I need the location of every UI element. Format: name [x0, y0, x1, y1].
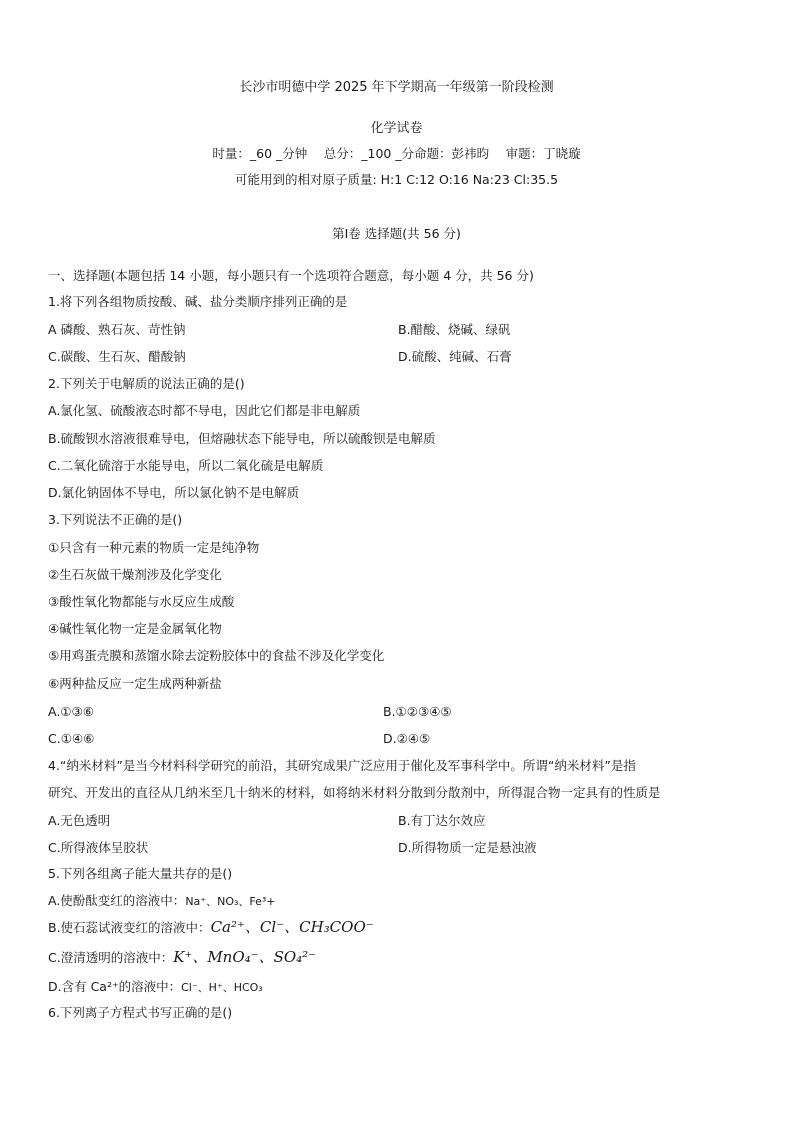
q5-option-a-ions: Na⁺、NO₃、Fe³+: [185, 895, 276, 908]
q1-option-a: A 磷酸、熟石灰、苛性钠: [48, 322, 186, 337]
q4-option-b: B.有丁达尔效应: [398, 813, 486, 828]
q5-option-c: [48, 948, 316, 966]
exam-info: 时量：_60 _分钟 总分：_100 _分命题：彭祎昀 审题：丁晓璇: [212, 146, 581, 161]
q3-statement-1: ①只含有一种元素的物质一定是纯净物: [48, 540, 260, 555]
q2-stem: 2.下列关于电解质的说法正确的是(): [48, 376, 245, 391]
q3-statement-4: ④碱性氧化物一定是金属氧化物: [48, 621, 222, 636]
q5-option-a: [48, 893, 276, 908]
q5-option-b-prefix: B.使石蕊试液变红的溶液中：: [48, 920, 211, 935]
q3-option-a: A.①③⑥: [48, 704, 94, 719]
section-heading: 第Ⅰ卷 选择题(共 56 分): [332, 226, 461, 241]
q6-stem: 6.下列离子方程式书写正确的是(): [48, 1005, 233, 1020]
q3-stem: 3.下列说法不正确的是(): [48, 512, 183, 527]
q4-option-a: A.无色透明: [48, 813, 111, 828]
q5-option-d-prefix: D.含有 Ca²⁺的溶液中：: [48, 979, 182, 994]
q3-option-c: C.①④⑥: [48, 731, 95, 746]
atomic-masses: 可能用到的相对原子质量: H:1 C:12 O:16 Na:23 Cl:35.5: [234, 172, 559, 187]
q4-option-c: C.所得液体呈胶状: [48, 840, 149, 855]
q5-option-c-prefix: C.澄清透明的溶液中：: [48, 950, 174, 965]
q1-stem: 1.将下列各组物质按酸、碱、盐分类顺序排列正确的是: [48, 294, 348, 309]
q3-option-d: D.②④⑤: [383, 731, 431, 746]
q3-statement-6: ⑥两种盐反应一定生成两种新盐: [48, 676, 222, 691]
q2-option-b: B.硫酸钡水溶液很难导电，但熔融状态下能导电，所以硫酸钡是电解质: [48, 431, 436, 446]
q3-statement-2: ②生石灰做干燥剂涉及化学变化: [48, 567, 222, 582]
section-instructions: 一、选择题(本题包括 14 小题，每小题只有一个选项符合题意，每小题 4 分，共 56 分): [48, 268, 534, 283]
q1-option-b: B.醋酸、烧碱、绿矾: [398, 322, 511, 337]
q4-stem-line-1: 4.“纳米材料”是当今材料科学研究的前沿，其研究成果广泛应用于催化及军事科学中。所谓“纳米材料”是指: [48, 758, 636, 773]
q2-option-d: D.氯化钠固体不导电，所以氯化钠不是电解质: [48, 485, 300, 500]
q5-option-a-prefix: A.使酚酞变红的溶液中：: [48, 893, 186, 908]
q3-statement-3: ③酸性氧化物都能与水反应生成酸: [48, 594, 235, 609]
q4-stem-line-2: 研究、开发出的直径从几纳米至几十纳米的材料，如将纳米材料分散到分散剂中，所得混合物一定具有的性质是: [48, 785, 661, 800]
q5-option-b-ions: Ca²⁺、Cl⁻、CH₃COO⁻: [210, 918, 374, 936]
q3-statement-5: ⑤用鸡蛋壳膜和蒸馏水除去淀粉胶体中的食盐不涉及化学变化: [48, 648, 385, 663]
q2-option-a: A.氯化氢、硫酸液态时都不导电，因此它们都是非电解质: [48, 403, 361, 418]
q5-option-d: [48, 979, 263, 994]
q5-option-d-ions: Cl⁻、H⁺、HCO₃: [181, 981, 263, 994]
q5-stem: 5.下列各组离子能大量共存的是(): [48, 866, 233, 881]
school-title: 长沙市明德中学 2025 年下学期高一年级第一阶段检测: [239, 80, 554, 95]
subject-title: 化学试卷: [370, 121, 423, 136]
q2-option-c: C.二氧化硫溶于水能导电，所以二氧化硫是电解质: [48, 458, 324, 473]
q4-option-d: D.所得物质一定是悬浊液: [398, 840, 537, 855]
q5-option-b: [48, 918, 374, 936]
q3-option-b: B.①②③④⑤: [383, 704, 452, 719]
q1-option-d: D.硫酸、纯碱、石膏: [398, 349, 512, 364]
q5-option-c-ions: K⁺、MnO₄⁻、SO₄²⁻: [173, 948, 317, 966]
q1-option-c: C.碳酸、生石灰、醋酸钠: [48, 349, 186, 364]
